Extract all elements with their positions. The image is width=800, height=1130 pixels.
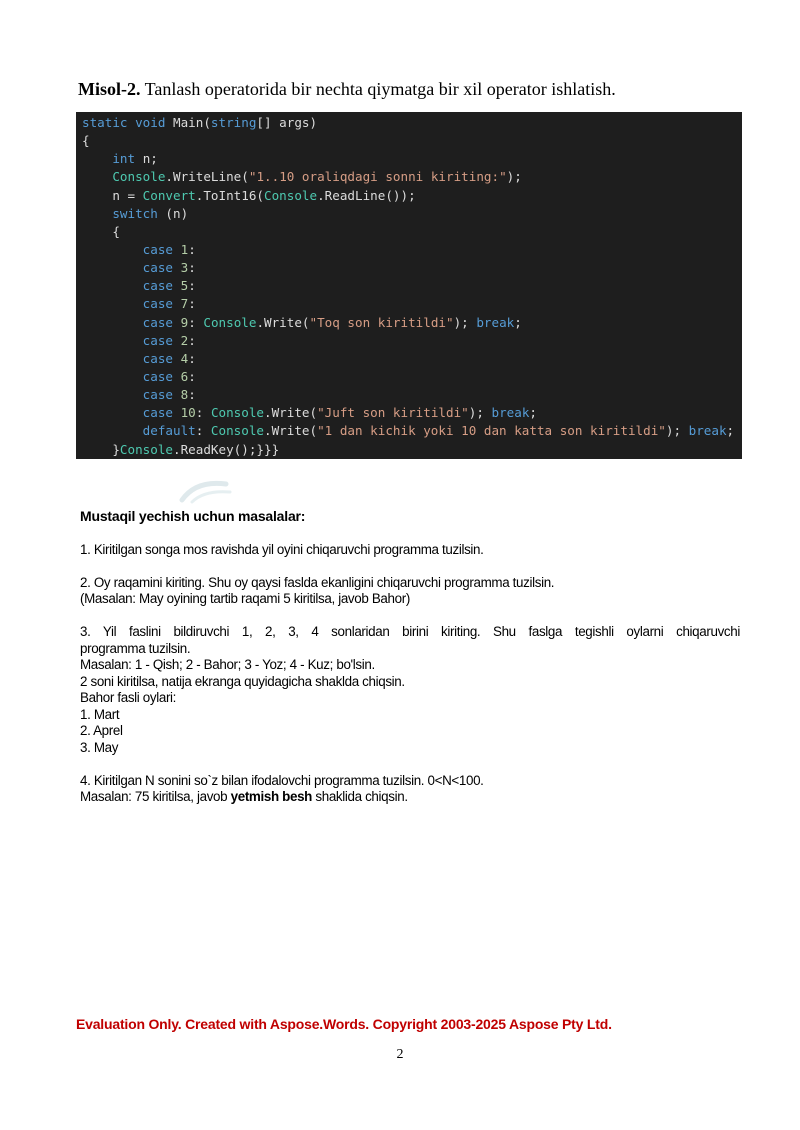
code-line: case 5: bbox=[142, 278, 196, 294]
code-line: { bbox=[82, 223, 120, 239]
code-line: case 1: bbox=[142, 241, 196, 257]
code-block bbox=[76, 112, 742, 459]
exercises-section bbox=[80, 508, 740, 822]
exercises-title: Mustaqil yechish uchun masalalar: bbox=[80, 508, 306, 524]
code-line: case 10: Console.Write("Juft son kiritildi"); break; bbox=[142, 405, 538, 421]
code-line: static void Main(string[] args) bbox=[82, 115, 318, 130]
code-line: switch (n) bbox=[112, 205, 189, 221]
example-heading bbox=[78, 78, 616, 100]
task-3: 3. Yil faslini bildiruvchi 1, 2, 3, 4 sonlaridan birini kiriting. Shu faslga tegishli oylarni chiqaruvchi programma tuzilsin. Masalan: 1 - Qish; 2 - Bahor; 3 - Yoz; 4 - Kuz; bo'lsin. 2 soni kiritilsa, natija ekranga quyidagicha shaklda chiqsin. Bahor fasli oylari: 1. Mart 2. Aprel 3. May bbox=[80, 624, 740, 755]
code-line: Console.WriteLine("1..10 oraliqdagi sonni kiriting:"); bbox=[112, 169, 522, 185]
code-line: case 8: bbox=[142, 387, 196, 403]
page-number: 2 bbox=[396, 1047, 404, 1062]
code-line: { bbox=[82, 133, 90, 149]
code-line: case 2: bbox=[142, 332, 196, 348]
task-4: 4. Kiritilgan N sonini so`z bilan ifodalovchi programma tuzilsin. 0<N<100. Masalan: 75 kiritilsa, javob yetmish besh shaklida chiqsin. bbox=[80, 772, 484, 804]
example-label: Misol-2. bbox=[78, 79, 141, 99]
code-line: case 7: bbox=[142, 296, 196, 312]
task-1: 1. Kiritilgan songa mos ravishda yil oyini chiqaruvchi programma tuzilsin. bbox=[80, 541, 484, 557]
code-line: case 9: Console.Write("Toq son kiritildi"); break; bbox=[142, 314, 522, 330]
code-line: case 3: bbox=[142, 260, 196, 276]
code-line: }Console.ReadKey();}}} bbox=[82, 441, 280, 457]
code-line: n = Convert.ToInt16(Console.ReadLine()); bbox=[82, 187, 416, 203]
watermark-logo-icon bbox=[178, 478, 238, 504]
code-line: case 6: bbox=[142, 368, 196, 384]
code-line: int n; bbox=[112, 151, 158, 167]
task-2: 2. Oy raqamini kiriting. Shu oy qaysi faslda ekanligini chiqaruvchi programma tuzilsin. (Masalan: May oyining tartib raqami 5 kiritilsa, javob Bahor) bbox=[80, 574, 555, 606]
evaluation-watermark: Evaluation Only. Created with Aspose.Words. Copyright 2003-2025 Aspose Pty Ltd. bbox=[76, 1016, 612, 1032]
code-line: default: Console.Write("1 dan kichik yoki 10 dan katta son kiritildi"); break; bbox=[142, 423, 735, 439]
example-description: Tanlash operatorida bir nechta qiymatga bir xil operator ishlatish. bbox=[140, 79, 616, 99]
code-line: case 4: bbox=[142, 350, 196, 366]
answer-example: yetmish besh bbox=[230, 789, 313, 804]
